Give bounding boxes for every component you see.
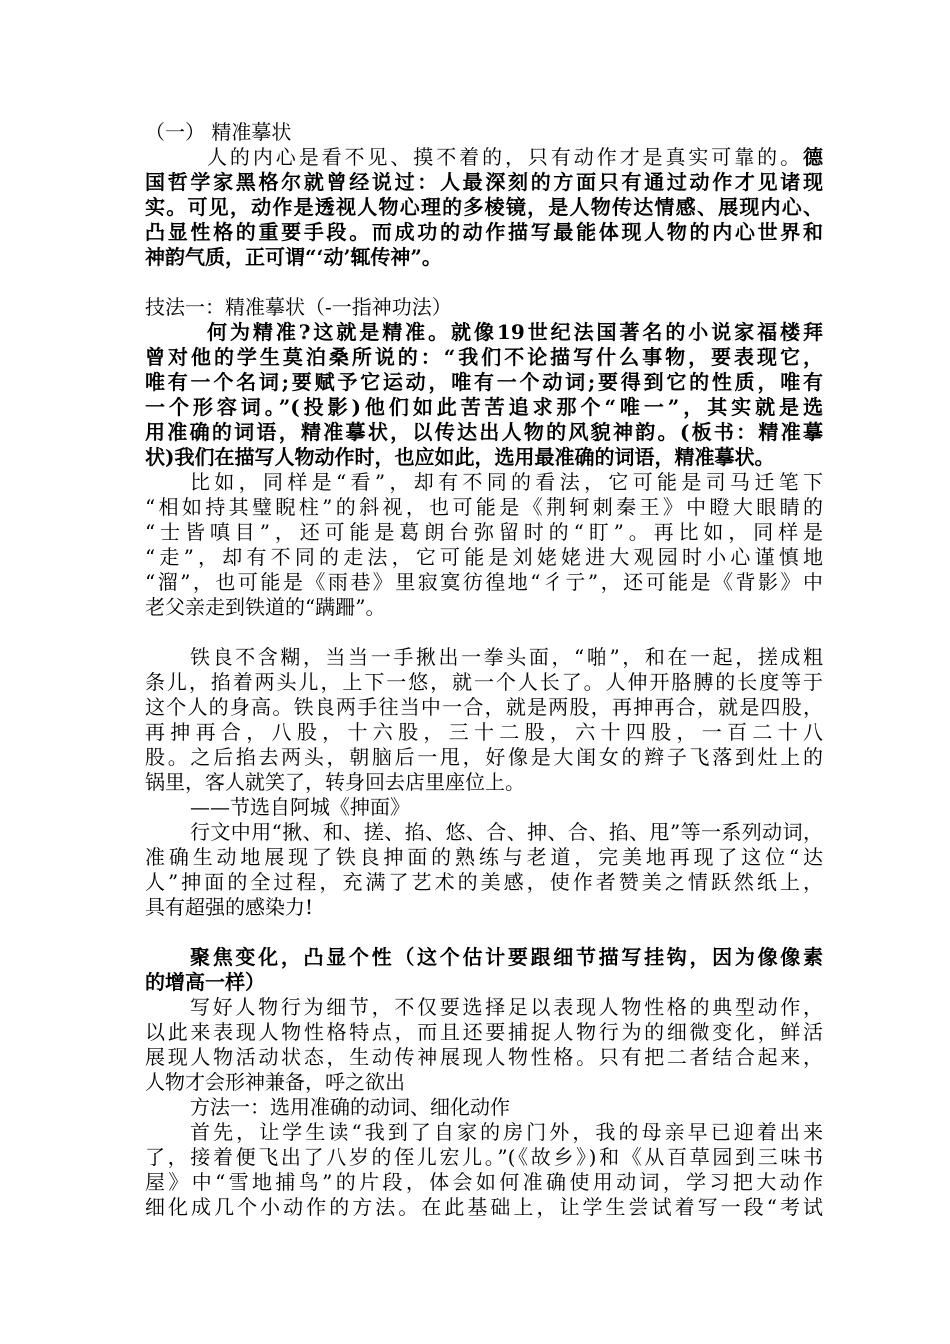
paragraph-line: 以此来表现人物性格特点，而且还要捕捉人物行为的细微变化，鲜活	[145, 1020, 823, 1044]
technique-heading: 技法一：精准摹状（-一指神功法）	[145, 295, 452, 319]
comment-paragraph	[145, 820, 823, 920]
blank-line	[145, 270, 823, 295]
method-paragraph	[145, 1120, 823, 1220]
paragraph-line: 神韵气质，正可谓“‘动’辄传神”。	[145, 245, 442, 269]
paragraph-line: 条儿，掐着两头儿，上下一悠，就一个人长了。人伸开胳膊的长度等于	[145, 670, 823, 694]
bold-text: 德	[803, 145, 823, 169]
section-heading: （一） 精准摹状	[145, 120, 292, 144]
paragraph-line: 用准确的词语，精准摹状，以传达出人物的风貌神韵。(板书：精准摹	[145, 420, 823, 444]
paragraph-line: “走”，却有不同的走法，它可能是刘姥姥进大观园时小心谨慎地	[145, 545, 823, 569]
paragraph-line: 屋》中“雪地捕鸟”的片段，体会如何准确使用动词，学习把大动作	[145, 1170, 823, 1194]
intro-paragraph	[145, 145, 823, 270]
paragraph-line: “相如持其璧睨柱”的斜视，也可能是《荆轲刺秦王》中瞪大眼睛的	[145, 495, 823, 519]
paragraph-line: 曾对他的学生莫泊桑所说的：“我们不论描写什么事物，要表现它，	[145, 345, 823, 369]
paragraph-line: 状)我们在描写人物动作时，也应如此，选用最准确的词语，精准摹状。	[145, 445, 775, 469]
blank-line	[145, 620, 823, 645]
paragraph-line: 唯有一个名词;要赋予它运动，唯有一个动词;要得到它的性质，唯有	[145, 370, 823, 394]
document-page	[145, 120, 823, 1220]
paragraph-text: 人的内心是看不见、摸不着的，只有动作才是真实可靠的。	[207, 145, 803, 169]
paragraph-line: 聚焦变化，凸显个性（这个估计要跟细节描写挂钩，因为像像素	[190, 945, 823, 969]
section2-body	[145, 995, 823, 1095]
paragraph-line: “溜”，也可能是《雨巷》里寂寞彷徨地“彳亍”，还可能是《背影》中	[145, 570, 823, 594]
excerpt-paragraph	[145, 645, 823, 795]
paragraph-line: 行文中用“揪、和、搓、掐、悠、合、抻、合、掐、甩”等一系列动词，	[190, 820, 823, 844]
technique-bold-paragraph	[145, 320, 823, 470]
paragraph-line: 一个形容词。”(投影)他们如此苦苦追求那个“唯一”，其实就是选	[145, 395, 823, 419]
excerpt-source: ——节选自阿城《抻面》	[190, 795, 410, 819]
paragraph-line: 这个人的身高。铁良两手往当中一合，就是两股，再抻再合，就是四股，	[145, 695, 823, 719]
paragraph-line: “士皆嗔目”，还可能是葛朗台弥留时的“盯”。再比如，同样是	[145, 520, 823, 544]
paragraph-line: 凸显性格的重要手段。而成功的动作描写最能体现人物的内心世界和	[145, 220, 823, 244]
paragraph-line	[145, 145, 823, 170]
paragraph-line: 展现人物活动状态，生动传神展现人物性格。只有把二者结合起来，	[145, 1045, 823, 1069]
paragraph-line: 老父亲走到铁道的“蹒跚”。	[145, 595, 386, 619]
method-heading: 方法一：选用准确的动词、细化动作	[190, 1095, 510, 1119]
paragraph-line: 再抻再合，八股，十六股，三十二股，六十四股，一百二十八	[145, 720, 823, 744]
paragraph-line: 比如，同样是“看”，却有不同的看法，它可能是司马迁笔下	[190, 470, 823, 494]
example-paragraph	[145, 470, 823, 620]
paragraph-line: 实。可见，动作是透视人物心理的多棱镜，是人物传达情感、展现内心、	[145, 195, 823, 219]
paragraph-line: 锅里，客人就笑了，转身回去店里座位上。	[145, 770, 525, 794]
paragraph-line: 准确生动地展现了铁良抻面的熟练与老道，完美地再现了这位“达	[145, 845, 823, 869]
paragraph-line: 了，接着便飞出了八岁的侄儿宏儿。”(《故乡》)和《从百草园到三味书	[145, 1145, 823, 1169]
paragraph-line: 国哲学家黑格尔就曾经说过：人最深刻的方面只有通过动作才见诸现	[145, 170, 823, 194]
paragraph-line: 具有超强的感染力!	[145, 895, 314, 919]
paragraph-line: 人物才会形神兼备，呼之欲出	[145, 1070, 405, 1094]
paragraph-line: 何为精准?这就是精准。就像19世纪法国著名的小说家福楼拜	[207, 320, 823, 344]
paragraph-line: 股。之后掐去两头，朝脑后一甩，好像是大闺女的辫子飞落到灶上的	[145, 745, 823, 769]
section2-heading	[145, 945, 823, 995]
blank-line	[145, 920, 823, 945]
paragraph-line: 的增高一样）	[145, 970, 265, 994]
paragraph-line: 细化成几个小动作的方法。在此基础上，让学生尝试着写一段“考试	[145, 1195, 823, 1219]
paragraph-line: 写好人物行为细节，不仅要选择足以表现人物性格的典型动作，	[190, 995, 823, 1019]
paragraph-line: 首先，让学生读“我到了自家的房门外，我的母亲早已迎着出来	[190, 1120, 823, 1144]
paragraph-line: 人”抻面的全过程，充满了艺术的美感，使作者赞美之情跃然纸上，	[145, 870, 823, 894]
paragraph-line: 铁良不含糊，当当一手揪出一拳头面，“啪”，和在一起，搓成粗	[190, 645, 823, 669]
